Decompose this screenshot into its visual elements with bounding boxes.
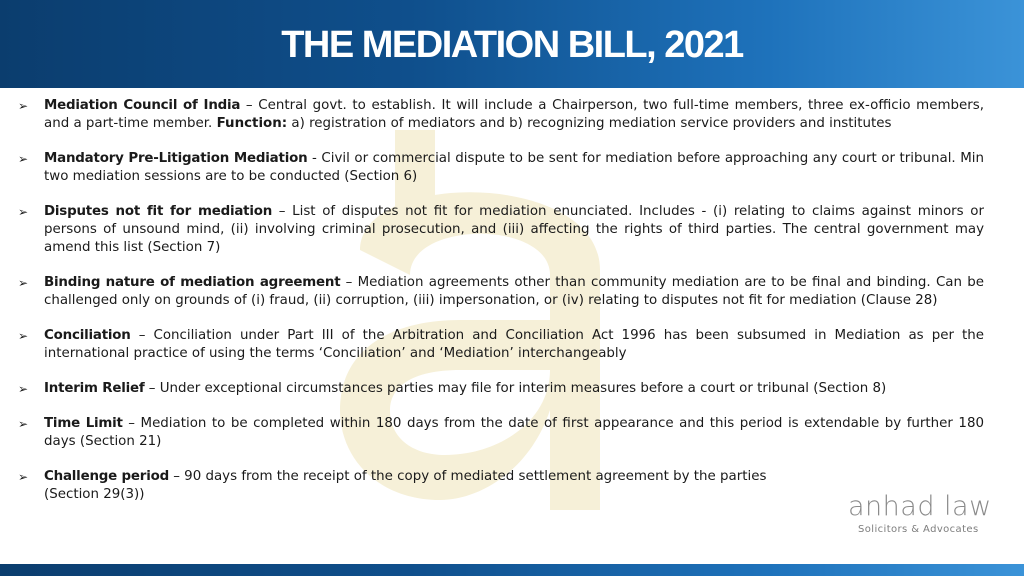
- item-term: Disputes not fit for mediation: [44, 204, 273, 219]
- item-text: – 90 days from the receipt of the copy of mediated settlement agreement by the parties: [168, 469, 767, 484]
- item-term: Binding nature of mediation agreement: [44, 275, 341, 290]
- item-text-continued: a) registration of mediators and b) recognizing mediation service providers and institutes: [287, 116, 892, 131]
- key-points-list: [18, 97, 984, 504]
- list-item: [18, 468, 984, 504]
- footer-bar: [0, 564, 1024, 576]
- arrow-bullet-icon: ➢: [18, 329, 29, 343]
- function-label: Function:: [216, 116, 288, 131]
- item-text: – Mediation agreements other than community mediation are to be final and binding. Can be challenged only on grounds of (i) fraud, (ii) corruption, (iii) impersonation, or (iv) relating to disputes not fit for mediation (Clause 28): [44, 275, 984, 308]
- item-term: Challenge period: [44, 469, 169, 484]
- logo-tagline: Solicitors & Advocates: [858, 524, 979, 535]
- page-title: THE MEDIATION BILL, 2021: [281, 23, 743, 66]
- item-term: Mediation Council of India: [44, 98, 241, 113]
- list-item: [18, 274, 984, 310]
- logo-brand: anhad law: [848, 491, 992, 522]
- arrow-bullet-icon: ➢: [18, 470, 29, 484]
- item-text: – Central govt. to establish. It will include a Chairperson, two full-time members, three ex-officio members, and a part-time member.: [44, 98, 984, 131]
- arrow-bullet-icon: ➢: [18, 205, 29, 219]
- item-term: Time Limit: [44, 416, 123, 431]
- arrow-bullet-icon: ➢: [18, 152, 29, 166]
- item-term: Mandatory Pre-Litigation Mediation: [44, 151, 308, 166]
- item-text: – List of disputes not fit for mediation enunciated. Includes - (i) relating to claims against minors or persons of unsound mind, (ii) involving criminal prosecution, and (iii) affecting the rights of third parties. The central government may amend this list (Section 7): [44, 204, 984, 255]
- list-item: [18, 415, 984, 451]
- list-item: [18, 380, 984, 398]
- arrow-bullet-icon: ➢: [18, 99, 29, 113]
- list-item: [18, 327, 984, 363]
- item-term: Conciliation: [44, 328, 131, 343]
- item-term: Interim Relief: [44, 381, 145, 396]
- item-text: – Under exceptional circumstances parties may file for interim measures before a court or tribunal (Section 8): [144, 381, 887, 396]
- arrow-bullet-icon: ➢: [18, 382, 29, 396]
- list-item: [18, 203, 984, 257]
- list-item: [18, 150, 984, 186]
- item-text: – Mediation to be completed within 180 days from the date of first appearance and this period is extendable by further 180 days (Section 21): [44, 416, 984, 449]
- firm-logo: [848, 492, 998, 535]
- item-text: - Civil or commercial dispute to be sent for mediation before approaching any court or tribunal. Min two mediation sessions are to be conducted (Section 6): [44, 151, 984, 184]
- item-text: – Conciliation under Part III of the Arbitration and Conciliation Act 1996 has been subsumed in Mediation as per the international practice of using the terms ‘Conciliation’ and ‘Mediation’ interchangeably: [44, 328, 984, 361]
- item-text-line2: (Section 29(3)): [44, 487, 145, 502]
- title-banner: [0, 0, 1024, 88]
- list-item: [18, 97, 984, 133]
- arrow-bullet-icon: ➢: [18, 417, 29, 431]
- arrow-bullet-icon: ➢: [18, 276, 29, 290]
